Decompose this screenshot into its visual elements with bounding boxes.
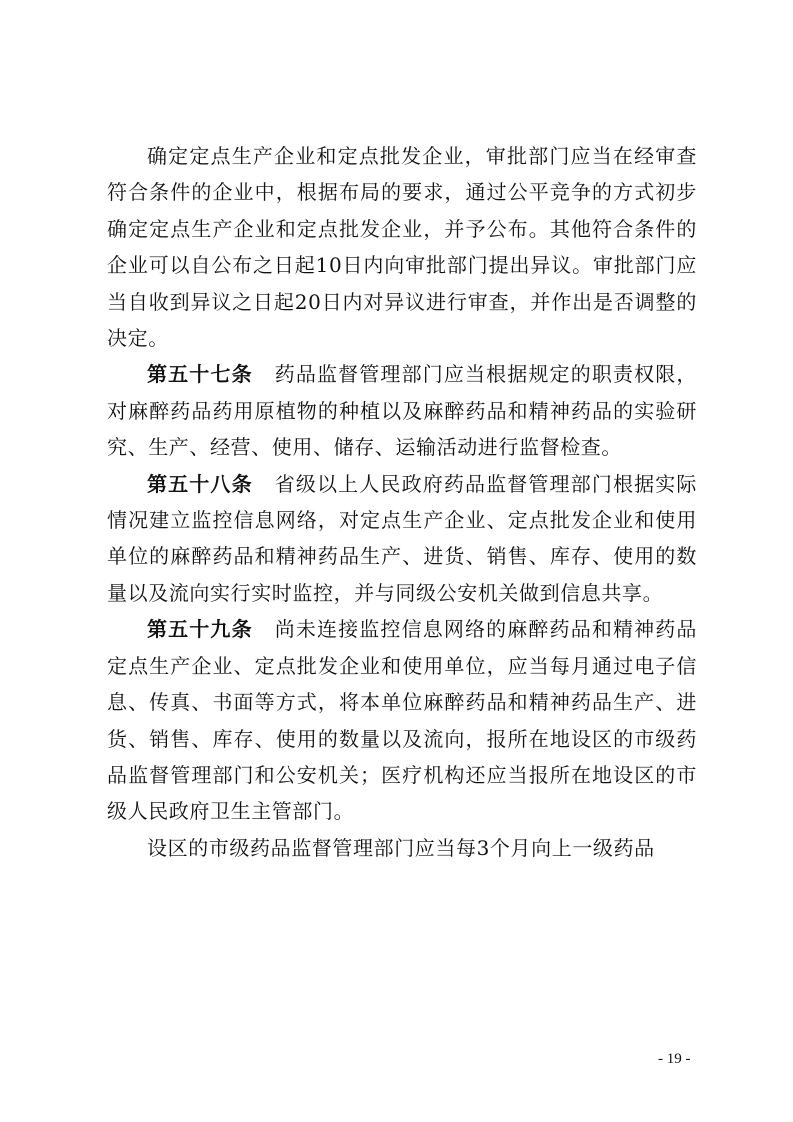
- article-text: 省级以上人民政府药品监督管理部门根据实际情况建立监控信息网络，对定点生产企业、定点批发企业和使用单位的麻醉药品和精神药品生产、进货、销售、库存、使用的数量以及流向实行实时监控，并与同级公安机关做到信息共享。: [107, 471, 698, 605]
- paragraph-article-59-cont: [107, 830, 697, 866]
- page-number: - 19 -: [658, 1051, 691, 1067]
- article-number: 第五十八条: [147, 471, 253, 496]
- article-number: 第五十九条: [147, 617, 253, 642]
- body-text: [107, 138, 697, 866]
- paragraph-text: 设区的市级药品监督管理部门应当每3个月向上一级药品: [147, 835, 655, 860]
- article-number: 第五十七条: [147, 362, 253, 387]
- paragraph-continued: [107, 138, 697, 356]
- article-text: 药品监督管理部门应当根据规定的职责权限，对麻醉药品药用原植物的种植以及麻醉药品和精神药品的实验研究、生产、经营、使用、储存、运输活动进行监督检查。: [107, 362, 698, 460]
- article-57: [107, 356, 697, 465]
- article-text: 尚未连接监控信息网络的麻醉药品和精神药品定点生产企业、定点批发企业和使用单位，应当每月通过电子信息、传真、书面等方式，将本单位麻醉药品和精神药品生产、进货、销售、库存、使用的数量以及流向，报所在地设区的市级药品监督管理部门和公安机关；医疗机构还应当报所在地设区的市级人民政府卫生主管部门。: [107, 617, 698, 824]
- article-59: [107, 611, 697, 829]
- article-58: [107, 466, 697, 612]
- paragraph-text: 确定定点生产企业和定点批发企业，审批部门应当在经审查符合条件的企业中，根据布局的要求，通过公平竞争的方式初步确定定点生产企业和定点批发企业，并予公布。其他符合条件的企业可以自公布之日起10日内向审批部门提出异议。审批部门应当自收到异议之日起20日内对异议进行审查，并作出是否调整的决定。: [107, 144, 697, 351]
